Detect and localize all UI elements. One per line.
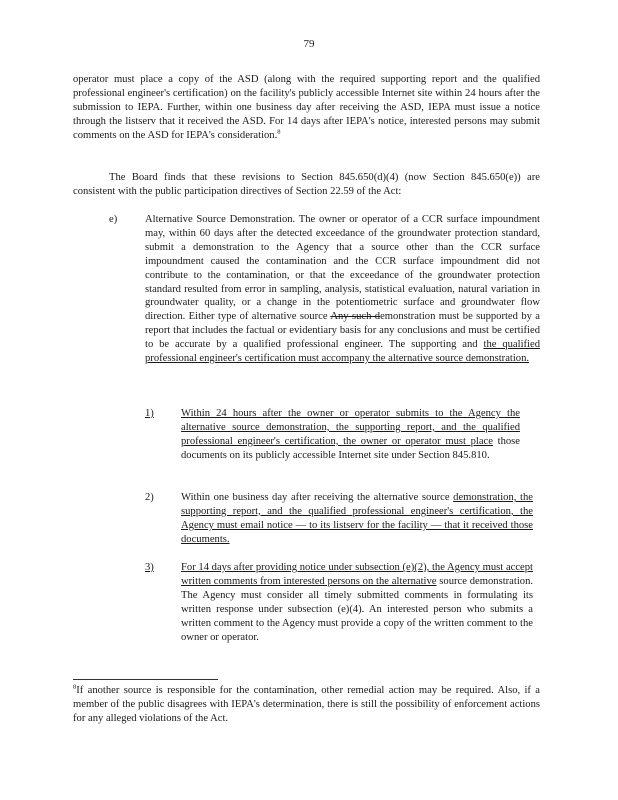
item-2-label: 2)	[145, 492, 154, 503]
item-3-text: source demonstration. The Agency must consider all timely submitted comments in formulating its written response under subsection (e)(4). An interested person who submits a written comment to the Agency must provide a copy of the written comment to the owner or operator.	[181, 575, 534, 643]
section-e-text-3: The supporting and	[388, 339, 484, 351]
section-e-label: e)	[109, 214, 118, 225]
section-e-text-2: emonstration must be supported by a report that includes the factual or evidentiary basis for any conclusions and must be certified to be accurate by a qualified professional engineer.	[145, 311, 541, 351]
added-text: the qualified professional engineer's certification must accompany the alternative source demonstration.	[145, 339, 540, 365]
section-e-text-1: Alternative Source Demonstration. The owner or operator of a CCR surface impoundment may, within 60 days after the detected exceedance of the groundwater protection standard, submit a demonstration to the Agency that a source other than the CCR surface impoundment caused the contamination and the CCR surface impoundment did not contribute to the contamination, or that the exceedance of the groundwater protection standard resulted from error in sampling, analysis, statistical evaluation, natural variation in groundwater quality, or a change in the potentiometric surface and groundwater flow direction. Either type of alternative source	[145, 214, 540, 323]
item-1-label: 1)	[145, 408, 154, 419]
item-1-text: those documents on its publicly accessible Internet site under Section 845.810.	[181, 435, 520, 461]
item-1-added-text: Within 24 hours after the owner or operator submits to the Agency the alternative source demonstration, the supporting report, and the qualified professional engineer's certification, the owner or operator must place	[181, 408, 520, 447]
footnote-marker: 8	[73, 683, 77, 691]
item-3-label: 3)	[145, 562, 154, 573]
section-e-paragraph	[145, 213, 540, 366]
item-2-added-text: demonstration, the supporting report, and the qualified professional engineer's certification, the Agency must email notice — to its listserv for the facility — that it received those documents.	[181, 492, 533, 545]
board-paragraph: The Board finds that these revisions to Section 845.650(d)(4) (now Section 845.650(e)) are consistent with the public participation directives of Section 22.59 of the Act:	[73, 172, 540, 197]
footnote	[73, 684, 540, 726]
page-number: 79	[303, 38, 315, 50]
struck-text: Any such d	[330, 311, 381, 323]
top-paragraph	[73, 73, 540, 143]
item-3-paragraph	[181, 561, 533, 644]
top-paragraph-text: operator must place a copy of the ASD (along with the required supporting report and the qualified professional engineer's certification) on the facility's publicly accessible Internet site within 24 hours after the submission to IEPA. Further, within one business day after receiving the ASD, IEPA must issue a notice through the listserv that it received the ASD. For 14 days after IEPA's notice, interested persons may submit comments on the ASD for IEPA's consideration.	[73, 74, 540, 141]
footnote-reference: 8	[277, 128, 281, 136]
item-2-paragraph	[181, 491, 533, 547]
item-2-text: Within one business day after receiving the alternative source	[181, 492, 454, 503]
item-3-added-text: For 14 days after providing notice under subsection (e)(2), the Agency must accept written comments from interested persons on the alternative	[181, 562, 533, 587]
footnote-text: If another source is responsible for the contamination, other remedial action may be required. Also, if a member of the public disagrees with IEPA's determination, there is still the possibility of enforcement actions for any alleged violations of the Act.	[73, 685, 540, 724]
footnote-divider	[73, 679, 218, 680]
item-1-paragraph	[181, 407, 520, 463]
